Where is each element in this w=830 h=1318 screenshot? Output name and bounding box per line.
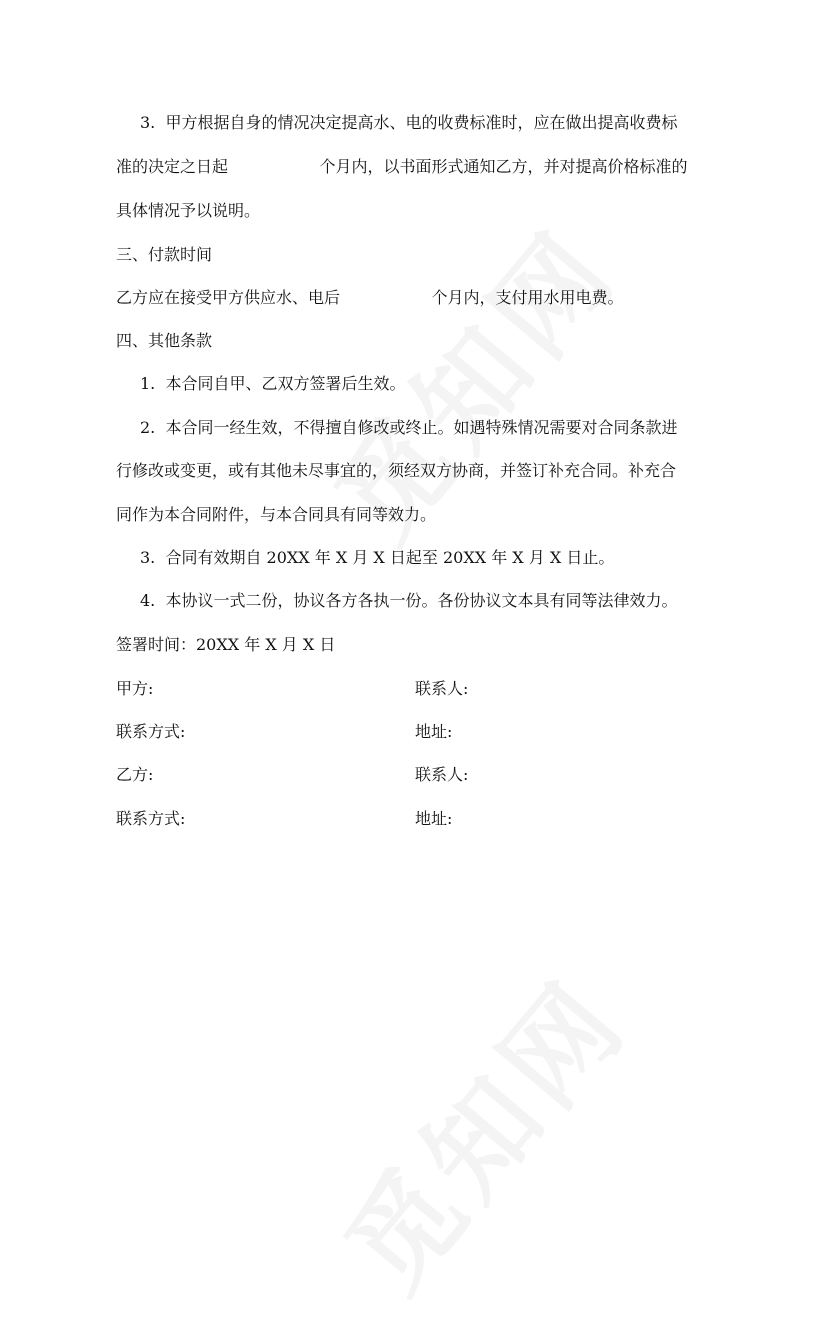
party-a-contact-label: 联系人:: [415, 679, 469, 698]
party-a-phone-label: 联系方式:: [116, 722, 186, 741]
section-heading-payment: 三、付款时间: [116, 245, 213, 264]
payment-text: 乙方应在接受甲方供应水、电后 个月内，支付用水用电费。: [116, 288, 624, 307]
party-a-address-label: 地址:: [415, 722, 453, 741]
clause-3-line-3: 具体情况予以说明。: [116, 201, 261, 220]
watermark: [304, 940, 656, 1317]
section-heading-other: 四、其他条款: [116, 331, 213, 350]
party-b-label: 乙方:: [116, 765, 154, 784]
other-clause-3: 3. 合同有效期自 20XX 年 X 月 X 日起至 20XX 年 X 月 X 日止。: [140, 548, 615, 567]
clause-3-line-1: 3. 甲方根据自身的情况决定提高水、电的收费标准时，应在做出提高收费标: [140, 113, 678, 132]
signing-date: 签署时间：20XX 年 X 月 X 日: [116, 635, 336, 654]
party-a-label: 甲方:: [116, 679, 154, 698]
other-clause-2-line-2: 行修改或变更，或有其他未尽事宜的，须经双方协商，并签订补充合同。补充合: [116, 461, 677, 480]
other-clause-2-line-1: 2. 本合同一经生效，不得擅自修改或终止。如遇特殊情况需要对合同条款进: [140, 418, 678, 437]
clause-3-line-2: 准的决定之日起 个月内，以书面形式通知乙方，并对提高价格标准的: [116, 157, 688, 176]
other-clause-4: 4. 本协议一式二份，协议各方各执一份。各份协议文本具有同等法律效力。: [140, 591, 678, 610]
party-b-contact-label: 联系人:: [415, 765, 469, 784]
party-b-phone-label: 联系方式:: [116, 809, 186, 828]
party-b-address-label: 地址:: [415, 809, 453, 828]
other-clause-1: 1. 本合同自甲、乙双方签署后生效。: [140, 374, 406, 393]
other-clause-2-line-3: 同作为本合同附件，与本合同具有同等效力。: [116, 505, 437, 524]
